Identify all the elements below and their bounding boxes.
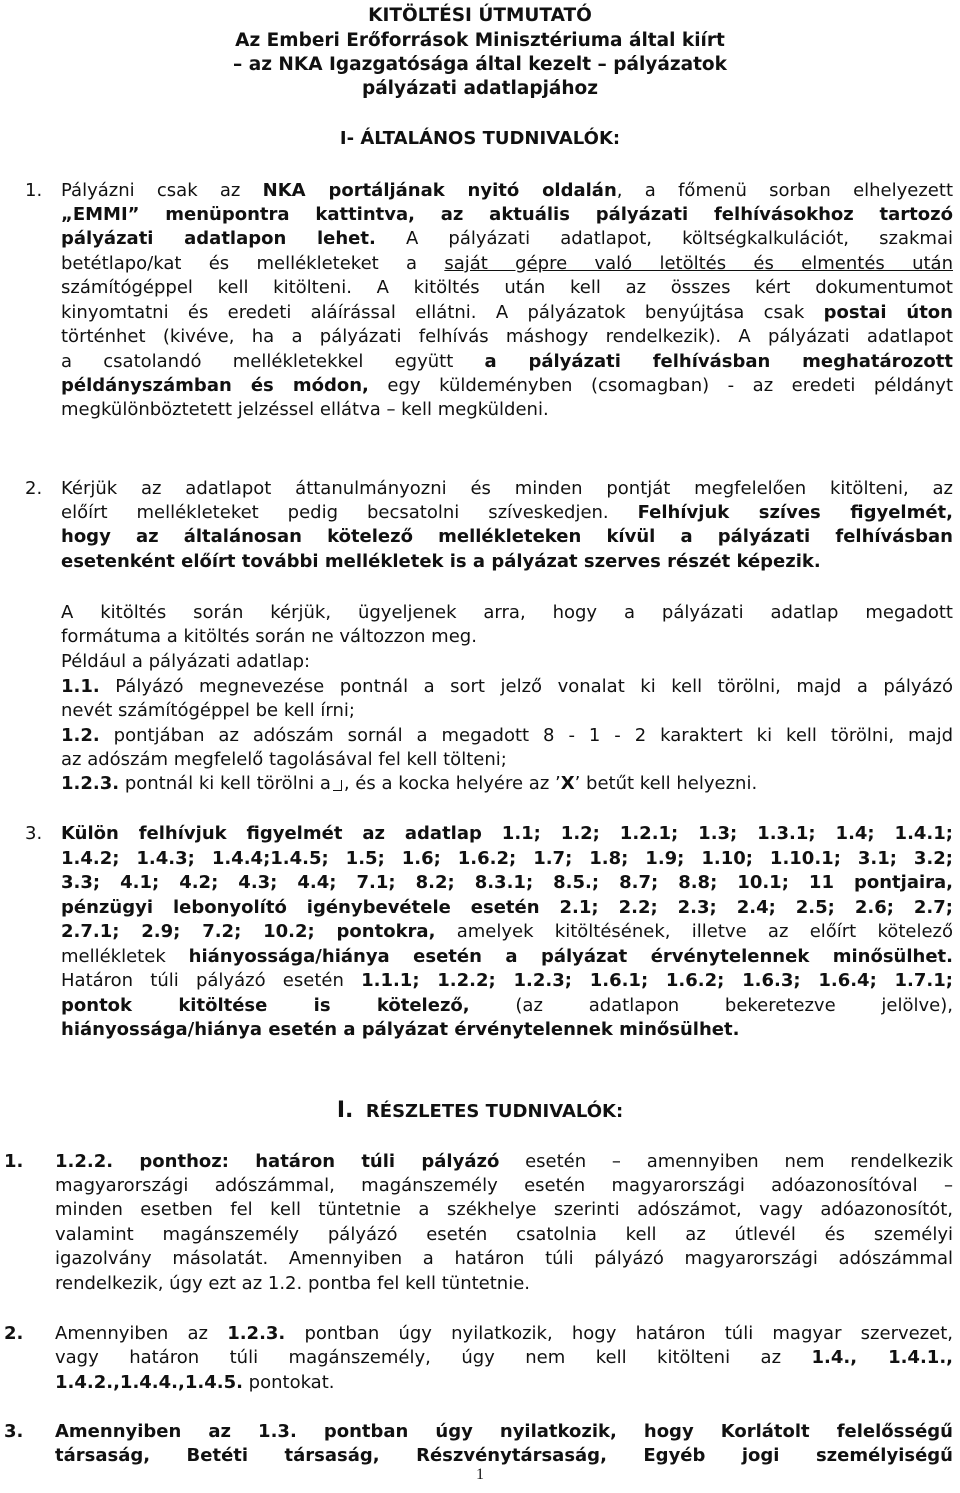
r2-line1: Amennyiben az 1.2.3. pontban úgy nyilatkozik, hogy határon túli magyar szervezet, — [55, 1323, 953, 1344]
p1-line8: a csatolandó mellékletekkel együtt a pályázati felhívásban meghatározott — [61, 351, 953, 372]
doc-title-line1: KITÖLTÉSI ÚTMUTATÓ — [368, 5, 592, 26]
r1-line5: igazolvány másolatát. Amennyiben a határon túli pályázó magyarországi adószámmal — [55, 1248, 953, 1269]
p1-line6: kinyomtatni és eredeti aláírással ellátni. A pályázatok benyújtása csak postai úton — [61, 302, 953, 323]
p1-line3: pályázati adatlapon lehet. A pályázati adatlapot, költségkalkulációt, szakmai — [61, 228, 953, 249]
p2-line9: nevét számítógéppel be kell írni; — [61, 700, 355, 721]
p3-line9: hiányossága/hiánya esetén a pályázat érvénytelennek minősülhet. — [61, 1019, 740, 1040]
p1-line1: Pályázni csak az NKA portáljának nyitó oldalán, a főmenü sorban elhelyezett — [61, 180, 953, 201]
doc-title-line2: Az Emberi Erőforrások Minisztériuma által kiírt — [235, 30, 725, 51]
p2-line2: előírt mellékleteket pedig becsatolni szíveskedjen. Felhívjuk szíves figyelmét, — [61, 502, 953, 523]
r1-line4: valamint magánszemély pályázó esetén csatolnia kell az útlevél és személyi — [55, 1224, 953, 1245]
p1-line5: számítógéppel kell kitölteni. A kitöltés után kell az összes kért dokumentumot — [61, 277, 953, 298]
r2-line3: 1.4.2.,1.4.4.,1.4.5. pontokat. — [55, 1372, 335, 1393]
checkbox-glyph-icon — [333, 780, 342, 791]
doc-title-line4: pályázati adatlapjához — [361, 78, 599, 99]
doc-title-line3: – az NKA Igazgatósága által kezelt – pályázatok — [233, 54, 727, 75]
p3-line5: 2.7.1; 2.9; 7.2; 10.2; pontokra, amelyek kitöltésének, illetve az előírt kötelező — [61, 921, 953, 942]
p2-line1: Kérjük az adatlapot áttanulmányozni és minden pontját megfelelően kitölteni, az — [61, 478, 953, 499]
p3-line6: mellékletek hiányossága/hiánya esetén a pályázat érvénytelennek minősülhet. — [61, 946, 954, 967]
p3-line3: 3.3; 4.1; 4.2; 4.3; 4.4; 7.1; 8.2; 8.3.1; 8.5.; 8.7; 8.8; 10.1; 11 pontjaira, — [61, 872, 953, 893]
p3-line2: 1.4.2; 1.4.3; 1.4.4;1.4.5; 1.5; 1.6; 1.6.2; 1.7; 1.8; 1.9; 1.10; 1.10.1; 3.1; 3.2; — [61, 848, 953, 869]
r3-line1: Amennyiben az 1.3. pontban úgy nyilatkozik, hogy Korlátolt felelősségű — [55, 1421, 953, 1442]
page-number: 1 — [476, 1466, 484, 1483]
r1-line2: magyarországi adószámmal, magánszemély esetén magyarországi adóazonosítóval – — [55, 1175, 953, 1196]
p3-number: 3. — [25, 823, 43, 844]
p2-line5: A kitöltés során kérjük, ügyeljenek arra, hogy a pályázati adatlap megadott — [61, 602, 953, 623]
p3-line8: pontok kitöltése is kötelező, (az adatlapon bekeretezve jelölve), — [61, 995, 953, 1016]
r1-number: 1. — [4, 1151, 24, 1172]
p2-line7: Például a pályázati adatlap: — [61, 651, 311, 672]
r2-line2: vagy határon túli magánszemély, úgy nem kell kitölteni az 1.4., 1.4.1., — [55, 1347, 953, 1368]
r1-line3: minden esetben fel kell tüntetnie a székhelye szerinti adószámot, vagy adóazonosítót, — [55, 1199, 953, 1220]
p1-line7: történhet (kivéve, ha a pályázati felhívás máshogy rendelkezik). A pályázati adatlapot — [61, 326, 954, 347]
p1-line2: „EMMI” menüpontra kattintva, az aktuális pályázati felhívásokhoz tartozó — [61, 204, 953, 225]
p2-line6: formátuma a kitöltés során ne változzon meg. — [61, 626, 477, 647]
r2-number: 2. — [4, 1323, 24, 1344]
p1-number: 1. — [25, 180, 43, 201]
p2-line10: 1.2. pontjában az adószám sornál a megadott 8 - 1 - 2 karaktert ki kell törölni, majd — [61, 725, 953, 746]
p2-line4: esetenként előírt további mellékletek is a pályázat szerves részét képezik. — [61, 551, 821, 572]
p2-line3: hogy az általánosan kötelező mellékleteken kívül a pályázati felhívásban — [61, 526, 953, 547]
p2-line11: az adószám megfelelő tagolásával fel kell tölteni; — [61, 749, 507, 770]
section1-heading: I- ÁLTALÁNOS TUDNIVALÓK: — [339, 128, 621, 149]
section2-heading: I. RÉSZLETES TUDNIVALÓK: — [336, 1098, 624, 1123]
p1-line10: megkülönböztetett jelzéssel ellátva – kell megküldeni. — [61, 399, 549, 420]
p3-line7: Határon túli pályázó esetén 1.1.1; 1.2.2; 1.2.3; 1.6.1; 1.6.2; 1.6.3; 1.6.4; 1.7.1; — [61, 970, 953, 991]
p3-line1: Külön felhívjuk figyelmét az adatlap 1.1; 1.2; 1.2.1; 1.3; 1.3.1; 1.4; 1.4.1; — [61, 823, 953, 844]
r3-line2: társaság, Betéti társaság, Részvénytársaság, Egyéb jogi személyiségű — [55, 1445, 953, 1466]
p1-line4: betétlapo/kat és mellékleteket a saját gépre való letöltés és elmentés után — [61, 253, 953, 274]
p3-line4: pénzügyi lebonyolító igénybevétele esetén 2.1; 2.2; 2.3; 2.4; 2.5; 2.6; 2.7; — [61, 897, 953, 918]
r1-line6: rendelkezik, úgy ezt az 1.2. pontba fel kell tüntetnie. — [55, 1273, 531, 1294]
p2-number: 2. — [25, 478, 43, 499]
p1-line9: példányszámban és módon, egy küldeményben (csomagban) - az eredeti példányt — [61, 375, 953, 396]
r1-line1: 1.2.2. ponthoz: határon túli pályázó esetén – amennyiben nem rendelkezik — [55, 1151, 953, 1172]
p2-line12: 1.2.3. pontnál ki kell törölni a , és a kocka helyére az ’X’ betűt kell helyezni. — [61, 773, 758, 794]
p2-line8: 1.1. Pályázó megnevezése pontnál a sort jelző vonalat ki kell törölni, majd a pályázó — [61, 676, 953, 697]
r3-number: 3. — [4, 1421, 24, 1442]
